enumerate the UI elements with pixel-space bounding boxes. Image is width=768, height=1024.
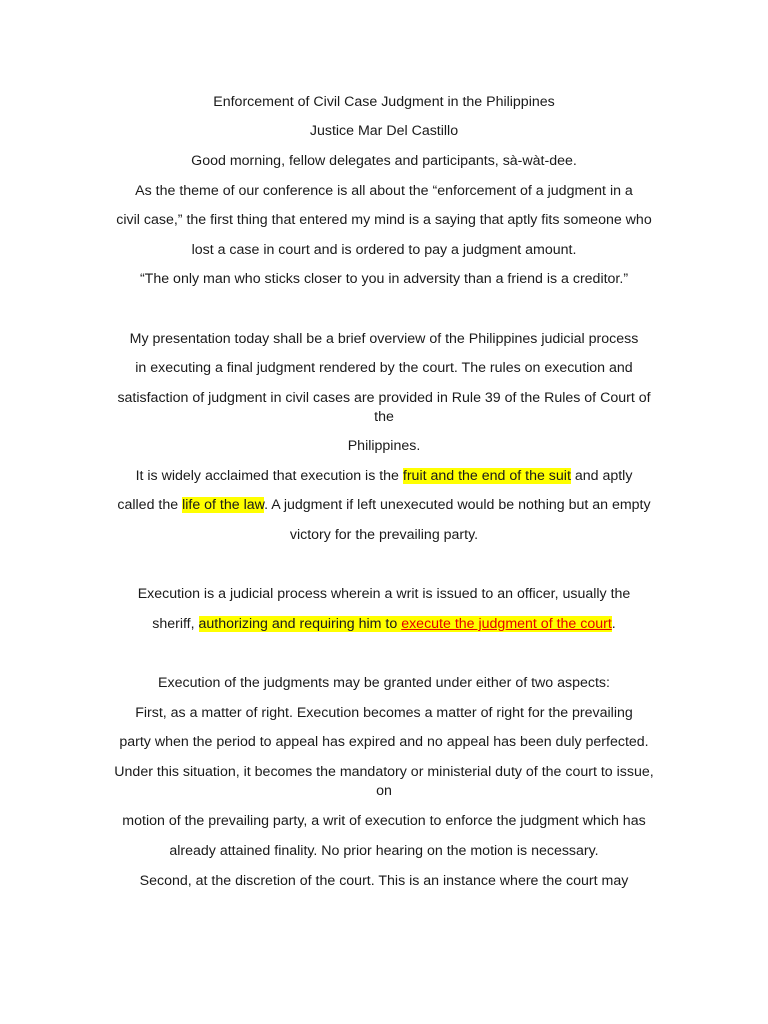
text-run: and aptly [570, 468, 633, 484]
paragraph-4-line-2 [0, 615, 768, 634]
creditor-quote: “The only man who sticks closer to you in adversity than a friend is a creditor.” [139, 271, 629, 287]
text-run: authorizing and requiring him to [198, 616, 402, 632]
text-run: called the [117, 497, 183, 513]
text-run: sheriff, [152, 616, 199, 632]
highlighted-phrase-life-of-law: life of the law [182, 497, 265, 513]
paragraph-2-line-3-wrap: the [374, 409, 394, 425]
greeting-line: Good morning, fellow delegates and participants, sà-wàt-dee. [191, 153, 577, 169]
paragraph-5-line-7: Second, at the discretion of the court. This is an instance where the court may [139, 873, 629, 889]
paragraph-5-line-4: Under this situation, it becomes the mandatory or ministerial duty of the court to issue, [114, 764, 654, 780]
paragraph-2-line-4: Philippines. [347, 438, 421, 454]
document-author: Justice Mar Del Castillo [309, 123, 459, 139]
paragraph-2-line-1: My presentation today shall be a brief overview of the Philippines judicial process [129, 331, 639, 347]
paragraph-3-line-2 [0, 496, 768, 515]
underlined-phrase-execute-judgment[interactable]: execute the judgment of the court [401, 616, 612, 632]
paragraph-5-line-4-wrap: on [376, 783, 392, 799]
highlighted-phrase-fruit-of-suit: fruit and the end of the suit [402, 468, 571, 484]
text-run: . [611, 616, 616, 632]
highlighted-phrase-authorizing [199, 616, 612, 632]
text-run: It is widely acclaimed that execution is the [135, 468, 403, 484]
paragraph-3-line-3: victory for the prevailing party. [289, 527, 479, 543]
paragraph-2-line-2: in executing a final judgment rendered by the court. The rules on execution and [135, 360, 633, 376]
paragraph-2-line-3: satisfaction of judgment in civil cases are provided in Rule 39 of the Rules of Court of [117, 390, 651, 406]
paragraph-4-line-1: Execution is a judicial process wherein a writ is issued to an officer, usually the [137, 586, 631, 602]
document-title: Enforcement of Civil Case Judgment in the Philippines [213, 94, 555, 110]
paragraph-5-line-6: already attained finality. No prior hearing on the motion is necessary. [169, 843, 599, 859]
paragraph-5-line-5: motion of the prevailing party, a writ of execution to enforce the judgment which has [122, 813, 646, 829]
paragraph-1-line-1: As the theme of our conference is all about the “enforcement of a judgment in a [135, 183, 633, 199]
paragraph-5-line-2: First, as a matter of right. Execution becomes a matter of right for the prevailing [135, 705, 633, 721]
text-run: . A judgment if left unexecuted would be nothing but an empty [264, 497, 651, 513]
paragraph-1-line-2: civil case,” the first thing that entered my mind is a saying that aptly fits someone who [116, 212, 652, 228]
paragraph-5-line-3: party when the period to appeal has expired and no appeal has been duly perfected. [119, 734, 649, 750]
paragraph-5-line-1: Execution of the judgments may be granted under either of two aspects: [158, 675, 610, 691]
paragraph-1-line-3: lost a case in court and is ordered to pay a judgment amount. [191, 242, 577, 258]
paragraph-3-line-1 [0, 467, 768, 486]
